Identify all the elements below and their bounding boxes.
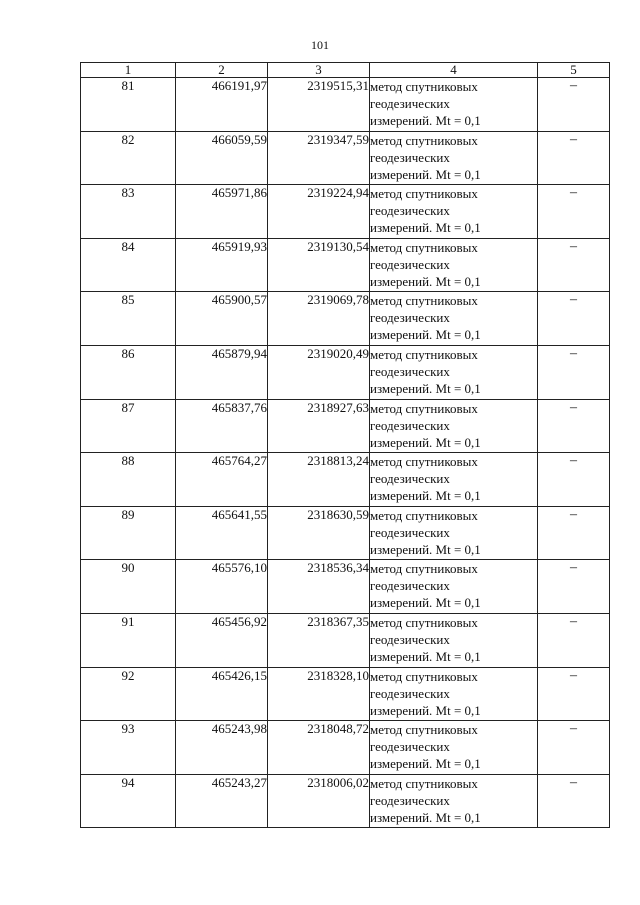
table-row bbox=[81, 453, 610, 507]
point-number-cell: 85 bbox=[81, 292, 176, 346]
x-coordinate-cell: 465919,93 bbox=[176, 238, 268, 292]
y-coordinate-cell: 2318536,34 bbox=[268, 560, 370, 614]
method-cell bbox=[370, 345, 538, 399]
accuracy-cell: – bbox=[538, 185, 610, 239]
method-text-line: геодезических bbox=[370, 417, 450, 433]
method-cell bbox=[370, 399, 538, 453]
table-row bbox=[81, 345, 610, 399]
method-text-line: метод спутниковых bbox=[370, 239, 478, 255]
y-coordinate-cell: 2319020,49 bbox=[268, 345, 370, 399]
header-col-4: 4 bbox=[370, 63, 538, 78]
method-text-line: геодезических bbox=[370, 792, 450, 808]
method-text-line: метод спутниковых bbox=[370, 668, 478, 684]
accuracy-cell: – bbox=[538, 345, 610, 399]
method-text-line: метод спутниковых bbox=[370, 722, 478, 738]
method-text-line: геодезических bbox=[370, 96, 450, 111]
accuracy-cell: – bbox=[538, 506, 610, 560]
x-coordinate-cell: 465456,92 bbox=[176, 613, 268, 667]
accuracy-cell: – bbox=[538, 292, 610, 346]
x-coordinate-cell: 466191,97 bbox=[176, 78, 268, 132]
point-number-cell: 82 bbox=[81, 131, 176, 185]
x-coordinate-cell: 466059,59 bbox=[176, 131, 268, 185]
method-text-line: измерений. Mt = 0,1 bbox=[370, 756, 481, 772]
method-text-line: геодезических bbox=[370, 310, 450, 326]
y-coordinate-cell: 2318367,35 bbox=[268, 613, 370, 667]
method-text-line: геодезических bbox=[370, 203, 450, 219]
table-row bbox=[81, 292, 610, 346]
y-coordinate-cell: 2319069,78 bbox=[268, 292, 370, 346]
method-cell bbox=[370, 667, 538, 721]
method-text-line: измерений. Mt = 0,1 bbox=[370, 541, 481, 557]
accuracy-cell: – bbox=[538, 453, 610, 507]
accuracy-cell: – bbox=[538, 774, 610, 828]
y-coordinate-cell: 2318630,59 bbox=[268, 506, 370, 560]
method-text-line: геодезических bbox=[370, 578, 450, 594]
method-text-line: геодезических bbox=[370, 524, 450, 540]
method-text-line: метод спутниковых bbox=[370, 507, 478, 523]
accuracy-cell: – bbox=[538, 131, 610, 185]
method-text-line: измерений. Mt = 0,1 bbox=[370, 220, 481, 236]
x-coordinate-cell: 465243,27 bbox=[176, 774, 268, 828]
point-number-cell: 86 bbox=[81, 345, 176, 399]
accuracy-cell: – bbox=[538, 721, 610, 775]
method-text-line: геодезических bbox=[370, 685, 450, 701]
method-text-line: измерений. Mt = 0,1 bbox=[370, 648, 481, 664]
y-coordinate-cell: 2319224,94 bbox=[268, 185, 370, 239]
method-text-line: метод спутниковых bbox=[370, 775, 478, 791]
method-text-line: измерений. Mt = 0,1 bbox=[370, 113, 481, 128]
point-number-cell: 83 bbox=[81, 185, 176, 239]
y-coordinate-cell: 2318048,72 bbox=[268, 721, 370, 775]
accuracy-cell: – bbox=[538, 613, 610, 667]
method-text-line: метод спутниковых bbox=[370, 346, 478, 362]
y-coordinate-cell: 2318006,02 bbox=[268, 774, 370, 828]
point-number-cell: 92 bbox=[81, 667, 176, 721]
method-text-line: метод спутниковых bbox=[370, 293, 478, 309]
method-text-line: метод спутниковых bbox=[370, 400, 478, 416]
header-col-3: 3 bbox=[268, 63, 370, 78]
header-col-2: 2 bbox=[176, 63, 268, 78]
table-row bbox=[81, 238, 610, 292]
method-text-line: измерений. Mt = 0,1 bbox=[370, 809, 481, 825]
y-coordinate-cell: 2318813,24 bbox=[268, 453, 370, 507]
y-coordinate-cell: 2318927,63 bbox=[268, 399, 370, 453]
point-number-cell: 90 bbox=[81, 560, 176, 614]
method-cell bbox=[370, 721, 538, 775]
x-coordinate-cell: 465764,27 bbox=[176, 453, 268, 507]
table-row bbox=[81, 721, 610, 775]
table-row bbox=[81, 185, 610, 239]
method-cell bbox=[370, 453, 538, 507]
method-text-line: геодезических bbox=[370, 363, 450, 379]
page-number: 101 bbox=[311, 38, 329, 52]
method-text-line: геодезических bbox=[370, 149, 450, 165]
header-col-5: 5 bbox=[538, 63, 610, 78]
table-header-row bbox=[81, 63, 610, 78]
method-cell bbox=[370, 560, 538, 614]
method-text-line: измерений. Mt = 0,1 bbox=[370, 166, 481, 182]
method-text-line: геодезических bbox=[370, 631, 450, 647]
method-text-line: измерений. Mt = 0,1 bbox=[370, 380, 481, 396]
method-text-line: метод спутниковых bbox=[370, 561, 478, 577]
method-text-line: геодезических bbox=[370, 471, 450, 487]
method-cell bbox=[370, 185, 538, 239]
method-cell bbox=[370, 292, 538, 346]
accuracy-cell: – bbox=[538, 560, 610, 614]
method-text-line: измерений. Mt = 0,1 bbox=[370, 702, 481, 718]
method-cell bbox=[370, 238, 538, 292]
x-coordinate-cell: 465971,86 bbox=[176, 185, 268, 239]
x-coordinate-cell: 465576,10 bbox=[176, 560, 268, 614]
method-text-line: метод спутниковых bbox=[370, 454, 478, 470]
method-text-line: измерений. Mt = 0,1 bbox=[370, 595, 481, 611]
point-number-cell: 87 bbox=[81, 399, 176, 453]
method-text-line: метод спутниковых bbox=[370, 132, 478, 148]
method-text-line: измерений. Mt = 0,1 bbox=[370, 327, 481, 343]
table-row bbox=[81, 667, 610, 721]
accuracy-cell: – bbox=[538, 78, 610, 132]
table-row bbox=[81, 774, 610, 828]
method-text-line: метод спутниковых bbox=[370, 614, 478, 630]
method-cell bbox=[370, 506, 538, 560]
y-coordinate-cell: 2319130,54 bbox=[268, 238, 370, 292]
method-cell bbox=[370, 131, 538, 185]
method-cell bbox=[370, 774, 538, 828]
method-text-line: измерений. Mt = 0,1 bbox=[370, 488, 481, 504]
method-text-line: метод спутниковых bbox=[370, 186, 478, 202]
method-text-line: измерений. Mt = 0,1 bbox=[370, 434, 481, 450]
table-row bbox=[81, 78, 610, 132]
table-row bbox=[81, 399, 610, 453]
y-coordinate-cell: 2319347,59 bbox=[268, 131, 370, 185]
point-number-cell: 89 bbox=[81, 506, 176, 560]
x-coordinate-cell: 465837,76 bbox=[176, 399, 268, 453]
x-coordinate-cell: 465426,15 bbox=[176, 667, 268, 721]
table-row bbox=[81, 560, 610, 614]
table-body bbox=[81, 78, 610, 828]
table-row bbox=[81, 131, 610, 185]
accuracy-cell: – bbox=[538, 399, 610, 453]
method-text-line: метод спутниковых bbox=[370, 79, 478, 94]
x-coordinate-cell: 465243,98 bbox=[176, 721, 268, 775]
method-cell bbox=[370, 78, 538, 132]
x-coordinate-cell: 465879,94 bbox=[176, 345, 268, 399]
coordinates-table bbox=[80, 62, 610, 828]
method-text-line: измерений. Mt = 0,1 bbox=[370, 273, 481, 289]
point-number-cell: 94 bbox=[81, 774, 176, 828]
point-number-cell: 93 bbox=[81, 721, 176, 775]
y-coordinate-cell: 2318328,10 bbox=[268, 667, 370, 721]
accuracy-cell: – bbox=[538, 667, 610, 721]
method-text-line: геодезических bbox=[370, 739, 450, 755]
point-number-cell: 81 bbox=[81, 78, 176, 132]
point-number-cell: 84 bbox=[81, 238, 176, 292]
method-cell bbox=[370, 613, 538, 667]
point-number-cell: 88 bbox=[81, 453, 176, 507]
y-coordinate-cell: 2319515,31 bbox=[268, 78, 370, 132]
table-row bbox=[81, 613, 610, 667]
table-row bbox=[81, 506, 610, 560]
x-coordinate-cell: 465641,55 bbox=[176, 506, 268, 560]
method-text-line: геодезических bbox=[370, 256, 450, 272]
x-coordinate-cell: 465900,57 bbox=[176, 292, 268, 346]
point-number-cell: 91 bbox=[81, 613, 176, 667]
header-col-1: 1 bbox=[81, 63, 176, 78]
accuracy-cell: – bbox=[538, 238, 610, 292]
